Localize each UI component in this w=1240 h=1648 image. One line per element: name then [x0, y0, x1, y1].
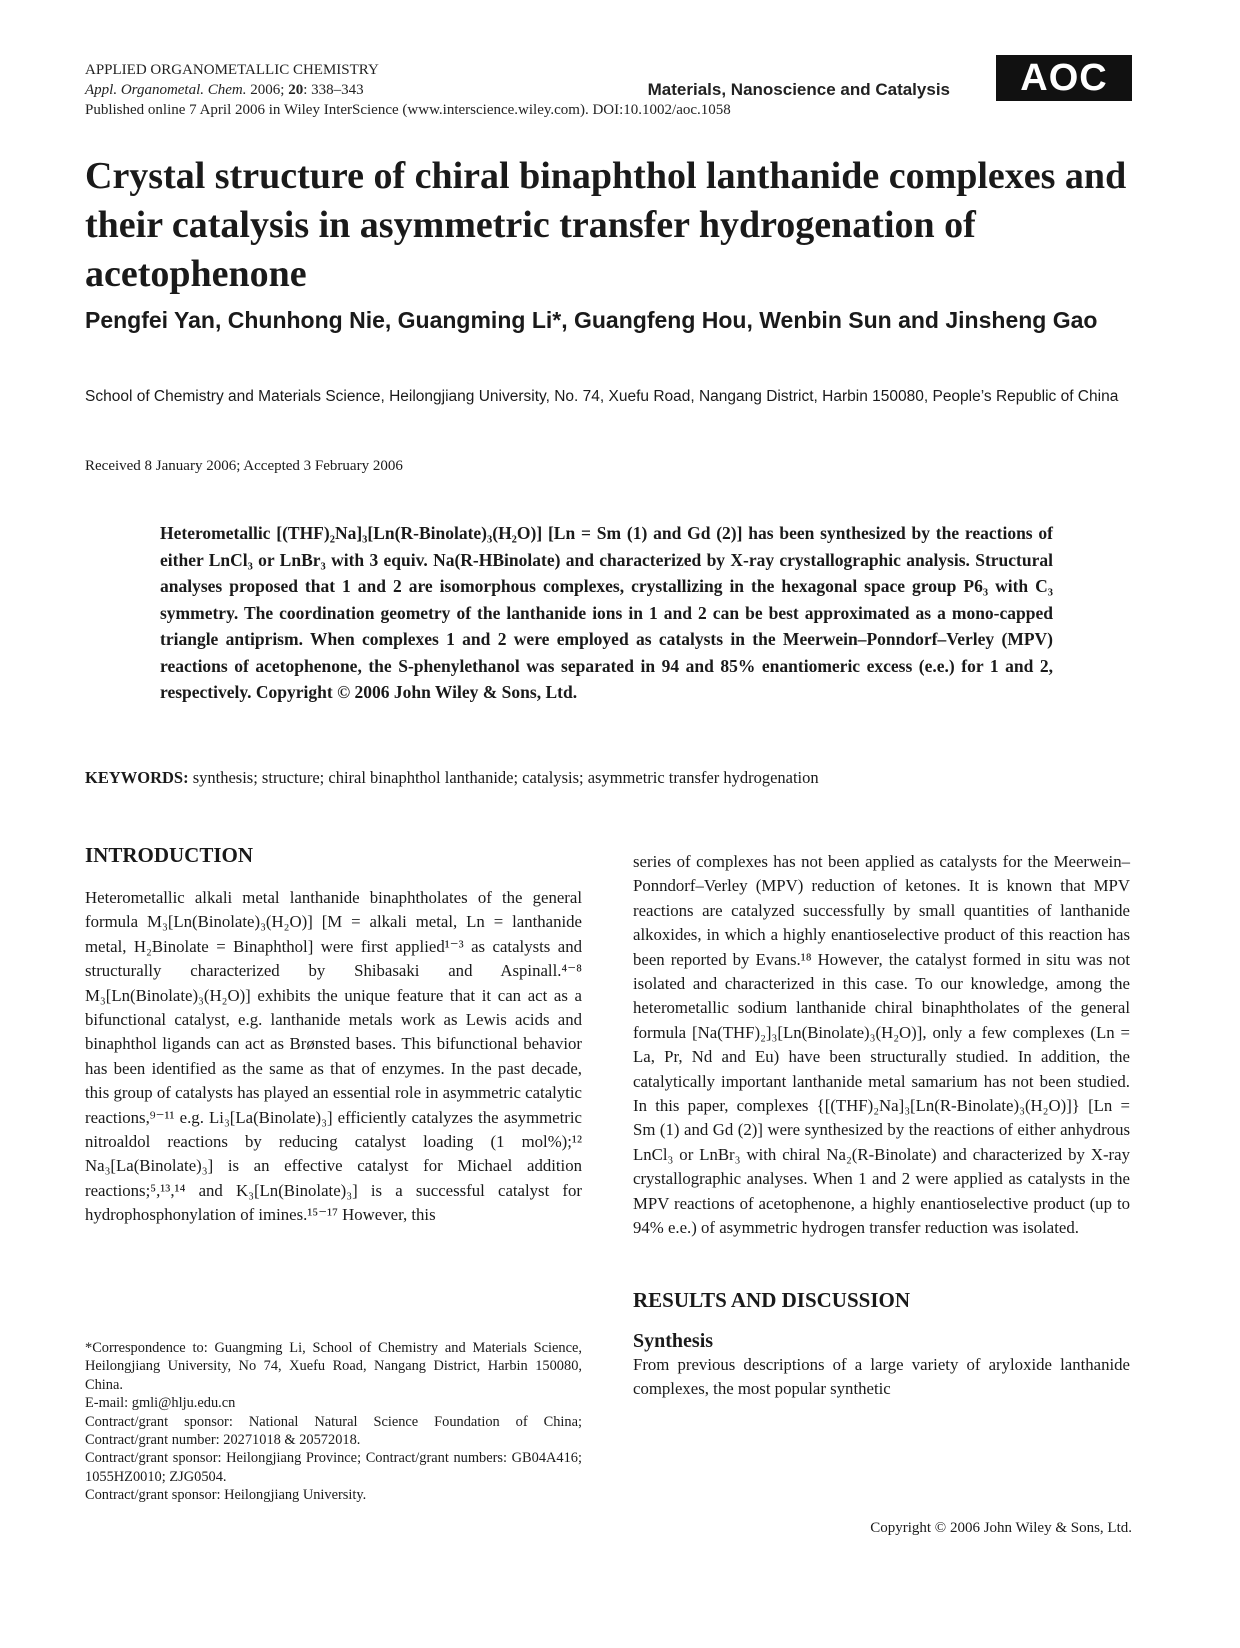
email-note: E-mail: gmli@hlju.edu.cn: [85, 1395, 236, 1412]
received-dates: Received 8 January 2006; Accepted 3 February 2006: [85, 458, 403, 474]
right-column: [633, 850, 1130, 1401]
footer-copyright: Copyright © 2006 John Wiley & Sons, Ltd.: [870, 1520, 1132, 1536]
grant-note-1: Contract/grant sponsor: National Natural Science Foundation of China; Contract/grant number: 20271018 & 20572018.: [85, 1413, 582, 1449]
journal-name: APPLIED ORGANOMETALLIC CHEMISTRY: [85, 62, 379, 78]
section-label: Materials, Nanoscience and Catalysis: [647, 80, 950, 99]
results-heading: RESULTS AND DISCUSSION: [633, 1287, 910, 1312]
introduction-paragraph: Heterometallic alkali metal lanthanide binaphtholates of the general formula M₃[Ln(Binolate)₃(H₂O)] [M = alkali metal, Ln = lanthanide metal, H₂Binolate = Binaphthol] were first applied¹⁻³ as catalysts and structurally characterized by Shibasaki and Aspinall.⁴⁻⁸ M₃[Ln(Binolate)₃(H₂O)] exhibits the unique feature that it can act as a bifunctional catalyst, e.g. lanthanide metals work as Lewis acids and binaphthol ligands can act as Brønsted bases. This bifunctional behavior has been identified as the same as that of enzymes. In the past decade, this group of catalysts has played an essential role in asymmetric catalytic reactions,⁹⁻¹¹ e.g. Li₃[La(Binolate)₃] efficiently catalyzes the asymmetric nitroaldol reactions by reducing catalyst loading (1 mol%);¹² Na₃[La(Binolate)₃] is an effective catalyst for Michael addition reactions;⁵,¹³,¹⁴ and K₃[Ln(Binolate)₃] is a successful catalyst for hydrophosphonylation of imines.¹⁵⁻¹⁷ However, this: [85, 888, 582, 1225]
right-column-paragraph: series of complexes has not been applied as catalysts for the Meerwein–Ponndorf–Verley (MPV) reduction of ketones. It is known that MPV reactions are catalyzed successfully by small quantities of lanthanide alkoxides, in which a highly enantioselective product of this reaction has been reported by Evans.¹⁸ However, the catalyst formed in situ was not isolated and characterized in this case. To our knowledge, among the heterometallic sodium lanthanide chiral binaphtholates of the general formula [Na(THF)₂]₃[Ln(Binolate)₃(H₂O)], only a few complexes (Ln = La, Pr, Nd and Eu) have been structurally studied. In addition, the catalytically important lanthanide metal samarium has not been studied. In this paper, complexes {[(THF)₂Na]₃[Ln(R-Binolate)₃(H₂O)]} [Ln = Sm (1) and Gd (2)] were synthesized by the reactions of either anhydrous LnCl₃ or LnBr₃ with chiral Na₂(R-Binolate) and characterized by X-ray crystallographic analyses. When 1 and 2 were applied as catalysts in the MPV reactions of acetophenone, a highly enantioselective product (up to 94% e.e.) of asymmetric hydrogen transfer reduction was isolated.: [633, 852, 1130, 1238]
grant-note-3: Contract/grant sponsor: Heilongjiang University.: [85, 1487, 367, 1504]
introduction-heading: INTRODUCTION: [85, 843, 254, 867]
journal-header: [85, 60, 731, 120]
correspondence-note: *Correspondence to: Guangming Li, School of Chemistry and Materials Science, Heilongjiang University, No 74, Xuefu Road, Nangang District, Harbin 150080, China.: [85, 1340, 582, 1393]
journal-volume: 20: [288, 82, 304, 98]
affiliation: School of Chemistry and Materials Science, Heilongjiang University, No. 74, Xuefu Road, Nangang District, Harbin 150080, People’s Republic of China: [85, 388, 1119, 405]
publication-info: Published online 7 April 2006 in Wiley InterScience (www.interscience.wiley.com). DOI:10.1002/aoc.1058: [85, 102, 731, 118]
author-list: Pengfei Yan, Chunhong Nie, Guangming Li*, Guangfeng Hou, Wenbin Sun and Jinsheng Gao: [85, 307, 1098, 333]
journal-pages: : 338–343: [303, 82, 364, 98]
journal-abbrev: Appl. Organometal. Chem.: [85, 82, 247, 98]
journal-logo: AOC: [996, 55, 1132, 101]
synthesis-paragraph: From previous descriptions of a large variety of aryloxide lanthanide complexes, the most popular synthetic: [633, 1354, 1130, 1398]
journal-year: 2006;: [250, 82, 285, 98]
journal-citation: [85, 80, 731, 100]
keywords-label: KEYWORDS:: [85, 768, 189, 787]
left-column: [85, 842, 582, 1228]
keywords-text: synthesis; structure; chiral binaphthol lanthanide; catalysis; asymmetric transfer hydrogenation: [188, 768, 819, 787]
grant-note-2: Contract/grant sponsor: Heilongjiang Province; Contract/grant numbers: GB04A416; 1055HZ0010; ZJG0504.: [85, 1450, 582, 1485]
footnotes: [85, 1339, 582, 1505]
article-title: Crystal structure of chiral binaphthol lanthanide complexes and their catalysis in asymmetric transfer hydrogenation of acetophenone: [85, 155, 1127, 295]
synthesis-heading: Synthesis: [633, 1329, 714, 1352]
keywords: [85, 768, 1145, 788]
abstract: Heterometallic [(THF)₂Na]₃[Ln(R-Binolate)₃(H₂O)] [Ln = Sm (1) and Gd (2)] has been synthesized by the reactions of either LnCl₃ or LnBr₃ with 3 equiv. Na(R-HBinolate) and characterized by X-ray crystallographic analysis. Structural analyses proposed that 1 and 2 are isomorphous complexes, crystallizing in the hexagonal space group P6₃ with C₃ symmetry. The coordination geometry of the lanthanide ions in 1 and 2 can be best approximated as a mono-capped triangle antiprism. When complexes 1 and 2 were employed as catalysts in the Meerwein–Ponndorf–Verley (MPV) reactions of acetophenone, the S-phenylethanol was separated in 94 and 85% enantiomeric excess (e.e.) for 1 and 2, respectively. Copyright © 2006 John Wiley & Sons, Ltd.: [160, 523, 1053, 702]
